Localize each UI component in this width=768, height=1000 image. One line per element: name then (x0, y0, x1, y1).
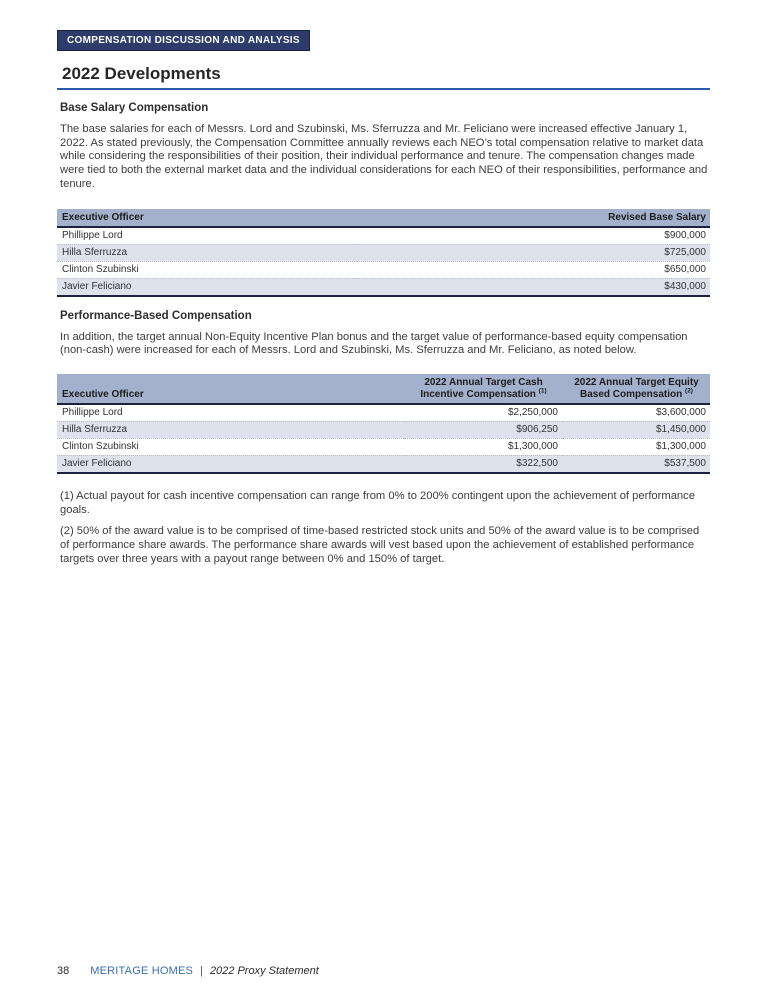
table-row (57, 261, 710, 278)
footnote-2: (2) 50% of the award value is to be comprised of time-based restricted stock units and 50% of the award value is to be comprised of performance share awards. The performance share awards will vest based upon the achievement of established performance targets over three years with a payout range between 0% and 150% of target. (60, 525, 700, 565)
target-equity-value: $537,500 (664, 457, 706, 469)
target-header-equity (562, 374, 710, 404)
document-title: 2022 Proxy Statement (209, 965, 319, 977)
officer-name: Hilla Sferruzza (62, 423, 128, 435)
officer-salary: $900,000 (664, 229, 706, 241)
target-equity-value: $1,300,000 (655, 440, 706, 452)
target-header-officer: Executive Officer (57, 374, 404, 404)
table-row (57, 244, 710, 261)
footnote-1: (1) Actual payout for cash incentive compensation can range from 0% to 200% contingent upon the achievement of performance goals. (60, 489, 695, 516)
target-cash-value: $2,250,000 (507, 406, 558, 418)
salary-header-officer: Executive Officer (57, 209, 357, 227)
table-row (57, 455, 710, 473)
revised-base-salary-table (57, 209, 710, 297)
section-banner: COMPENSATION DISCUSSION AND ANALYSIS (57, 30, 310, 51)
officer-salary: $430,000 (664, 280, 706, 292)
target-table-body (57, 404, 710, 473)
salary-table-body (57, 227, 710, 296)
performance-paragraph: In addition, the target annual Non-Equity Incentive Plan bonus and the target value of performance-based equity compensation (non-cash) were increased for each of Messrs. Lord and Szubinski, Ms. Sferruzza and Mr. Feliciano, as noted below. (60, 330, 688, 357)
target-header-cash-line2: Incentive Compensation (420, 388, 536, 400)
target-cash-value: $322,500 (516, 457, 558, 469)
target-header-equity-line1: 2022 Annual Target Equity (574, 376, 699, 388)
salary-header-salary: Revised Base Salary (357, 209, 710, 227)
page-title: 2022 Developments (62, 64, 221, 83)
target-cash-value: $1,300,000 (507, 440, 558, 452)
target-header-equity-line2: Based Compensation (580, 388, 683, 400)
page-footer (57, 965, 319, 977)
base-salary-heading: Base Salary Compensation (60, 102, 209, 114)
officer-name: Hilla Sferruzza (62, 246, 128, 258)
title-rule-divider (57, 88, 710, 90)
officer-name: Phillippe Lord (62, 406, 123, 418)
officer-name: Phillippe Lord (62, 229, 123, 241)
table-row (57, 227, 710, 245)
officer-name: Clinton Szubinski (62, 263, 139, 275)
base-salary-paragraph: The base salaries for each of Messrs. Lord and Szubinski, Ms. Sferruzza and Mr. Feliciano were increased effective January 1, 2022. As stated previously, the Compensation Committee annually reviews each NEO’s total compensation relative to market data while considering the responsibilities of their position, their individual performance and tenure. The compensation changes made were tied to both the external market data and the individual considerations for each NEO of their responsibilities, performance and tenure. (60, 123, 708, 190)
footnote-marker-1: (1) (538, 387, 547, 395)
target-header-cash-line1: 2022 Annual Target Cash (424, 376, 543, 388)
target-header-cash (404, 374, 562, 404)
footnote-marker-2: (2) (685, 387, 693, 395)
table-row (57, 278, 710, 296)
target-equity-value: $3,600,000 (655, 406, 706, 418)
officer-name: Javier Feliciano (62, 280, 132, 292)
target-cash-value: $906,250 (516, 423, 558, 435)
page-number: 38 (57, 965, 70, 977)
target-equity-value: $1,450,000 (655, 423, 706, 435)
officer-name: Javier Feliciano (62, 457, 132, 469)
officer-name: Clinton Szubinski (62, 440, 139, 452)
officer-salary: $725,000 (664, 246, 706, 258)
table-row (57, 438, 710, 455)
performance-heading: Performance-Based Compensation (60, 309, 252, 322)
salary-table-head (57, 209, 710, 227)
company-name: MERITAGE HOMES (90, 965, 194, 977)
target-table-header-row (57, 374, 710, 404)
table-row (57, 404, 710, 422)
footer-separator: | (200, 965, 203, 977)
table-row (57, 421, 710, 438)
target-table-head (57, 374, 710, 404)
target-compensation-table (57, 374, 710, 474)
officer-salary: $650,000 (664, 263, 706, 275)
salary-table-header-row (57, 209, 710, 227)
